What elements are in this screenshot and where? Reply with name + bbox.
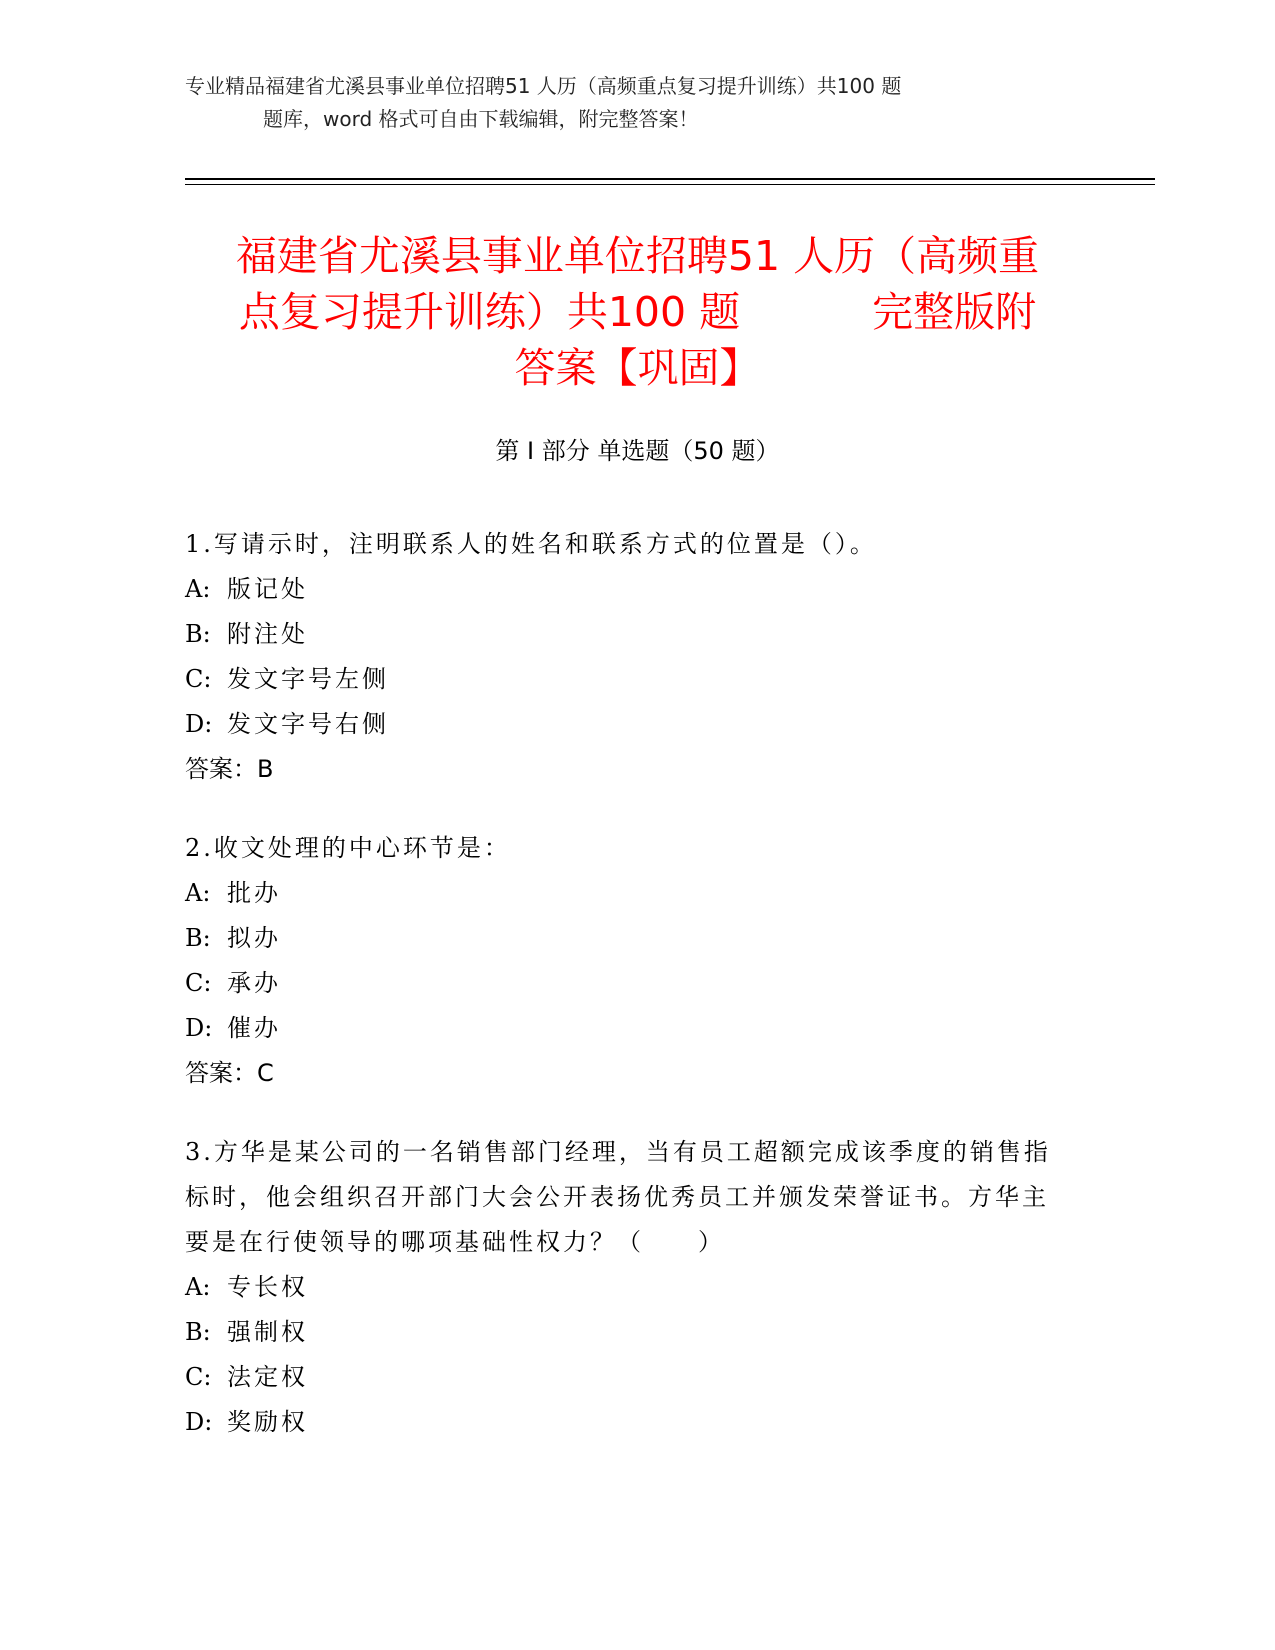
title-line-1: 福建省尤溪县事业单位招聘51 人历（高频重	[235, 232, 1040, 280]
header-divider-thin	[185, 184, 1155, 185]
header-line-1: 专业精品福建省尤溪县事业单位招聘51 人历（高频重点复习提升训练）共100 题	[185, 74, 902, 98]
option-row	[185, 961, 1065, 1006]
question-item	[185, 826, 1065, 1096]
option-text: 催办	[227, 1014, 281, 1042]
option-text: 奖励权	[227, 1408, 308, 1436]
option-row	[185, 702, 1065, 747]
option-row	[185, 567, 1065, 612]
option-row	[185, 1265, 1065, 1310]
option-key: D:	[185, 1408, 213, 1436]
option-text: 发文字号左侧	[227, 665, 389, 693]
answer-prefix: 答案：	[185, 1059, 257, 1087]
document-title	[150, 228, 1125, 396]
question-text: 3.方华是某公司的一名销售部门经理，当有员工超额完成该季度的销售指标时，他会组织召开部门大会公开表扬优秀员工并颁发荣誉证书。方华主要是在行使领导的哪项基础性权力？（ ）	[185, 1138, 1051, 1256]
option-text: 发文字号右侧	[227, 710, 389, 738]
option-key: A:	[185, 575, 211, 603]
question-text: 2.收文处理的中心环节是：	[185, 834, 511, 862]
title-line-2a: 点复习提升训练）共100 题	[238, 288, 741, 336]
option-row	[185, 1310, 1065, 1355]
option-key: D:	[185, 710, 213, 738]
question-item	[185, 522, 1065, 792]
option-text: 拟办	[227, 924, 281, 952]
question-item	[185, 1130, 1065, 1445]
option-row	[185, 1355, 1065, 1400]
option-text: 专长权	[227, 1273, 308, 1301]
option-key: B:	[185, 620, 211, 648]
answer-line	[185, 1051, 1065, 1096]
option-key: D:	[185, 1014, 213, 1042]
option-key: C:	[185, 1363, 212, 1391]
question-list	[185, 522, 1065, 1479]
option-text: 承办	[227, 969, 281, 997]
title-line-2	[150, 284, 1125, 340]
answer-value: C	[257, 1059, 274, 1087]
section-heading: 第 I 部分 单选题（50 题）	[495, 437, 780, 465]
option-row	[185, 916, 1065, 961]
option-row	[185, 871, 1065, 916]
option-text: 附注处	[227, 620, 308, 648]
option-row	[185, 612, 1065, 657]
answer-value: B	[257, 755, 274, 783]
option-text: 批办	[227, 879, 281, 907]
header-line-2: 题库，word 格式可自由下载编辑，附完整答案！	[263, 107, 699, 131]
option-key: B:	[185, 1318, 211, 1346]
question-text: 1.写请示时，注明联系人的姓名和联系方式的位置是（）。	[185, 530, 877, 558]
option-text: 法定权	[227, 1363, 308, 1391]
option-row	[185, 657, 1065, 702]
option-text: 版记处	[227, 575, 308, 603]
title-line-3: 答案【巩固】	[514, 344, 761, 392]
option-row	[185, 1006, 1065, 1051]
title-line-2b: 完整版附	[872, 288, 1037, 336]
option-row	[185, 1400, 1065, 1445]
answer-prefix: 答案：	[185, 755, 257, 783]
document-header	[185, 70, 1085, 136]
option-key: C:	[185, 665, 212, 693]
option-key: C:	[185, 969, 212, 997]
option-key: A:	[185, 1273, 211, 1301]
answer-line	[185, 747, 1065, 792]
header-divider-thick	[185, 178, 1155, 180]
option-key: B:	[185, 924, 211, 952]
option-key: A:	[185, 879, 211, 907]
option-text: 强制权	[227, 1318, 308, 1346]
